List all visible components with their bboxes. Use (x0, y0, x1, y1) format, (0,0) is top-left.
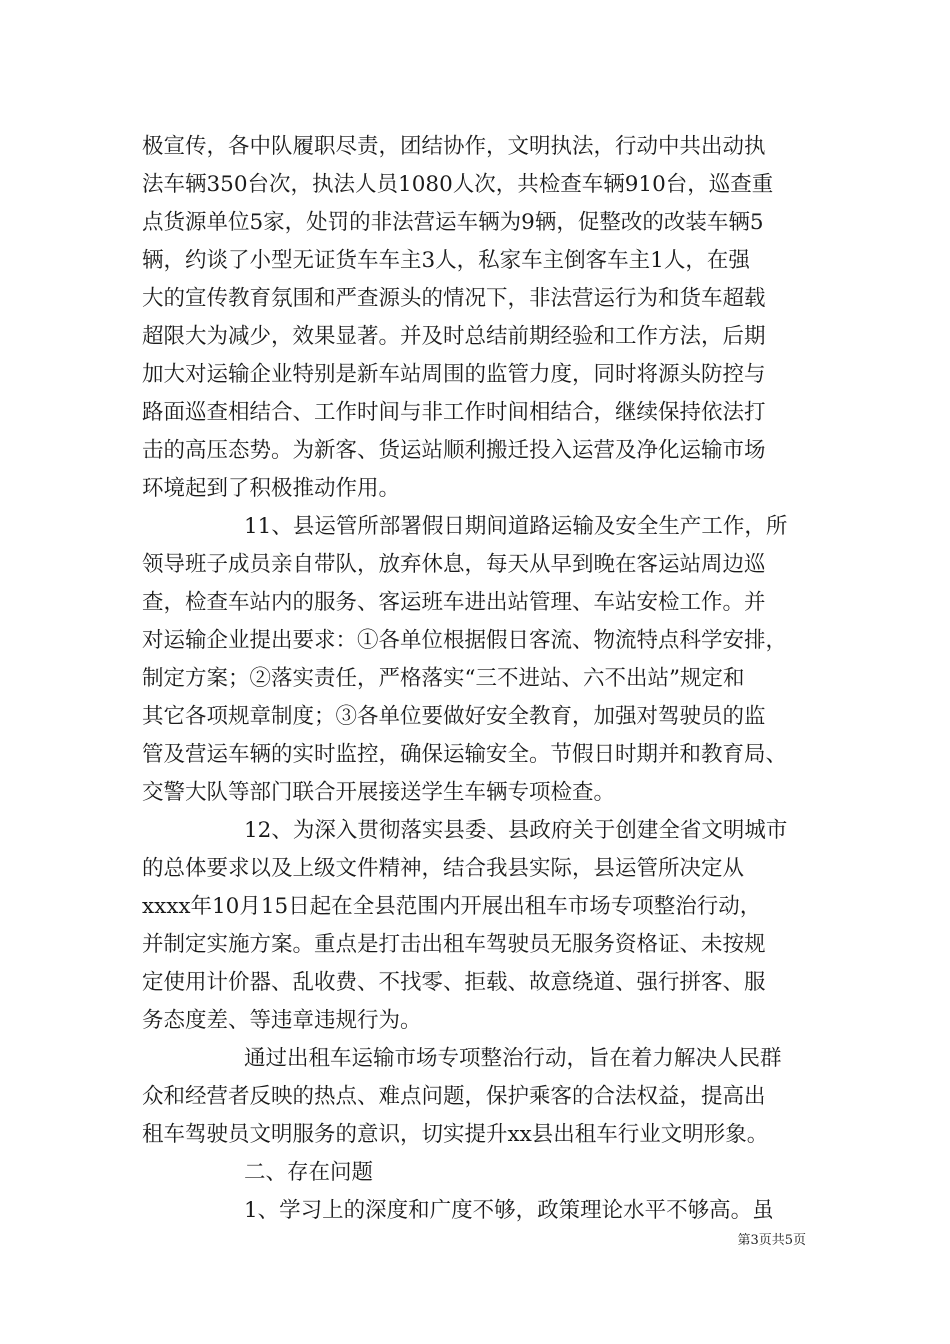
text-line: 击的高压态势。为新客、货运站顺利搬迁投入运营及净化运输市场 (142, 438, 766, 463)
text-line: xxxx年10月15日起在全县范围内开展出租车市场专项整治行动， (142, 894, 762, 919)
section-heading: 二、存在问题 (244, 1160, 374, 1185)
document-body (142, 128, 814, 1230)
text-line: 交警大队等部门联合开展接送学生车辆专项检查。 (142, 780, 616, 805)
text-line: 法车辆350台次，执法人员1080人次，共检查车辆910台，巡查重 (142, 172, 774, 197)
paragraph-start-line: 1、学习上的深度和广度不够，政策理论水平不够高。虽 (244, 1198, 774, 1223)
text-line: 超限大为减少，效果显著。并及时总结前期经验和工作方法，后期 (142, 324, 766, 349)
text-line: 查，检查车站内的服务、客运班车进出站管理、车站安检工作。并 (142, 590, 766, 615)
paragraph-start-line: 11、县运管所部署假日期间道路运输及安全生产工作，所 (244, 514, 788, 539)
text-line: 加大对运输企业特别是新车站周围的监管力度，同时将源头防控与 (142, 362, 766, 387)
text-line: 大的宣传教育氛围和严查源头的情况下，非法营运行为和货车超载 (142, 286, 766, 311)
paragraph-start-line: 通过出租车运输市场专项整治行动，旨在着力解决人民群 (244, 1046, 782, 1071)
text-line: 定使用计价器、乱收费、不找零、拒载、故意绕道、强行拼客、服 (142, 970, 766, 995)
text-line: 环境起到了积极推动作用。 (142, 476, 401, 501)
text-line: 务态度差、等违章违规行为。 (142, 1008, 422, 1033)
page-number: 第3页共5页 (737, 1233, 806, 1248)
text-line: 租车驾驶员文明服务的意识，切实提升xx县出租车行业文明形象。 (142, 1122, 769, 1147)
text-line: 点货源单位5家，处罚的非法营运车辆为9辆，促整改的改装车辆5 (142, 210, 764, 235)
text-line: 对运输企业提出要求：①各单位根据假日客流、物流特点科学安排， (142, 628, 788, 653)
text-line: 众和经营者反映的热点、难点问题，保护乘客的合法权益，提高出 (142, 1084, 766, 1109)
text-line: 其它各项规章制度；③各单位要做好安全教育，加强对驾驶员的监 (142, 704, 766, 729)
text-line: 制定方案；②落实责任，严格落实“三不进站、六不出站”规定和 (142, 666, 745, 691)
paragraph-start-line: 12、为深入贯彻落实县委、县政府关于创建全省文明城市 (244, 818, 788, 843)
text-line: 并制定实施方案。重点是打击出租车驾驶员无服务资格证、未按规 (142, 932, 766, 957)
text-line: 领导班子成员亲自带队，放弃休息，每天从早到晚在客运站周边巡 (142, 552, 766, 577)
text-line: 极宣传，各中队履职尽责，团结协作，文明执法，行动中共出动执 (142, 134, 766, 159)
text-line: 路面巡查相结合、工作时间与非工作时间相结合，继续保持依法打 (142, 400, 766, 425)
text-line: 辆，约谈了小型无证货车车主3人，私家车主倒客车主1人，在强 (142, 248, 750, 273)
text-line: 的总体要求以及上级文件精神，结合我县实际，县运管所决定从 (142, 856, 745, 881)
text-line: 管及营运车辆的实时监控，确保运输安全。节假日时期并和教育局、 (142, 742, 788, 767)
